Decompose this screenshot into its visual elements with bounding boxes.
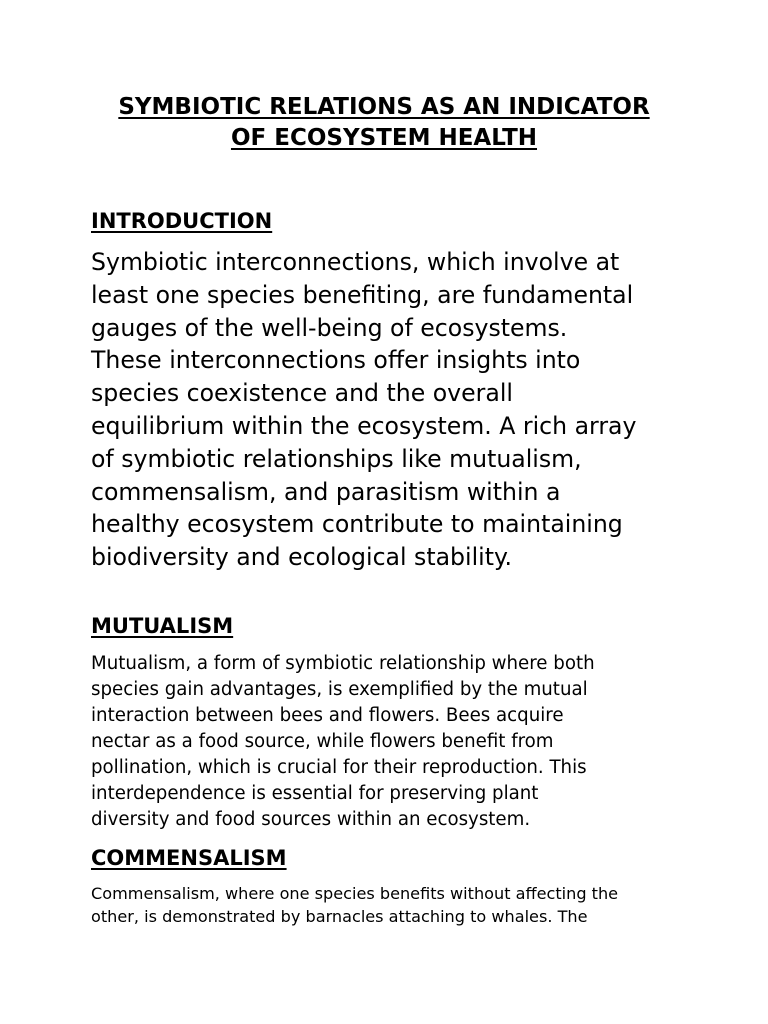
section-heading-mutualism: MUTUALISM [91,614,234,638]
section-heading-introduction: INTRODUCTION [91,209,273,233]
paragraph-line: biodiversity and ecological stability. [91,543,513,572]
paragraph-line: least one species benefiting, are fundamental [91,280,634,309]
introduction-paragraph [91,246,691,574]
paragraph-line: Symbiotic interconnections, which involve at [91,248,620,276]
paragraph-line: pollination, which is crucial for their reproduction. This [91,757,587,778]
paragraph-line: equilibrium within the ecosystem. A rich array [91,411,637,440]
title-line: SYMBIOTIC RELATIONS AS AN INDICATOR [118,94,650,120]
mutualism-paragraph [91,651,691,833]
paragraph-line: interdependence is essential for preserving plant [91,783,539,804]
paragraph-line: Mutualism, a form of symbiotic relationship where both [91,653,595,674]
paragraph-line: diversity and food sources within an ecosystem. [91,809,531,830]
paragraph-line: species gain advantages, is exemplified by the mutual [91,679,588,700]
paragraph-line: other, is demonstrated by barnacles attaching to whales. The [91,906,588,926]
document-title [60,92,708,154]
paragraph-line: interaction between bees and flowers. Bees acquire [91,705,564,726]
paragraph-line: healthy ecosystem contribute to maintaining [91,510,623,539]
section-heading-commensalism: COMMENSALISM [91,846,287,870]
paragraph-line: These interconnections offer insights into [91,346,581,375]
commensalism-paragraph [91,883,691,928]
paragraph-line: nectar as a food source, while flowers benefit from [91,731,554,752]
paragraph-line: commensalism, and parasitism within a [91,477,561,506]
paragraph-line: Commensalism, where one species benefits without affecting the [91,884,619,903]
paragraph-line: of symbiotic relationships like mutualism, [91,444,582,473]
paragraph-line: gauges of the well-being of ecosystems. [91,313,568,342]
title-line: OF ECOSYSTEM HEALTH [230,125,538,151]
paragraph-line: species coexistence and the overall [91,379,513,408]
